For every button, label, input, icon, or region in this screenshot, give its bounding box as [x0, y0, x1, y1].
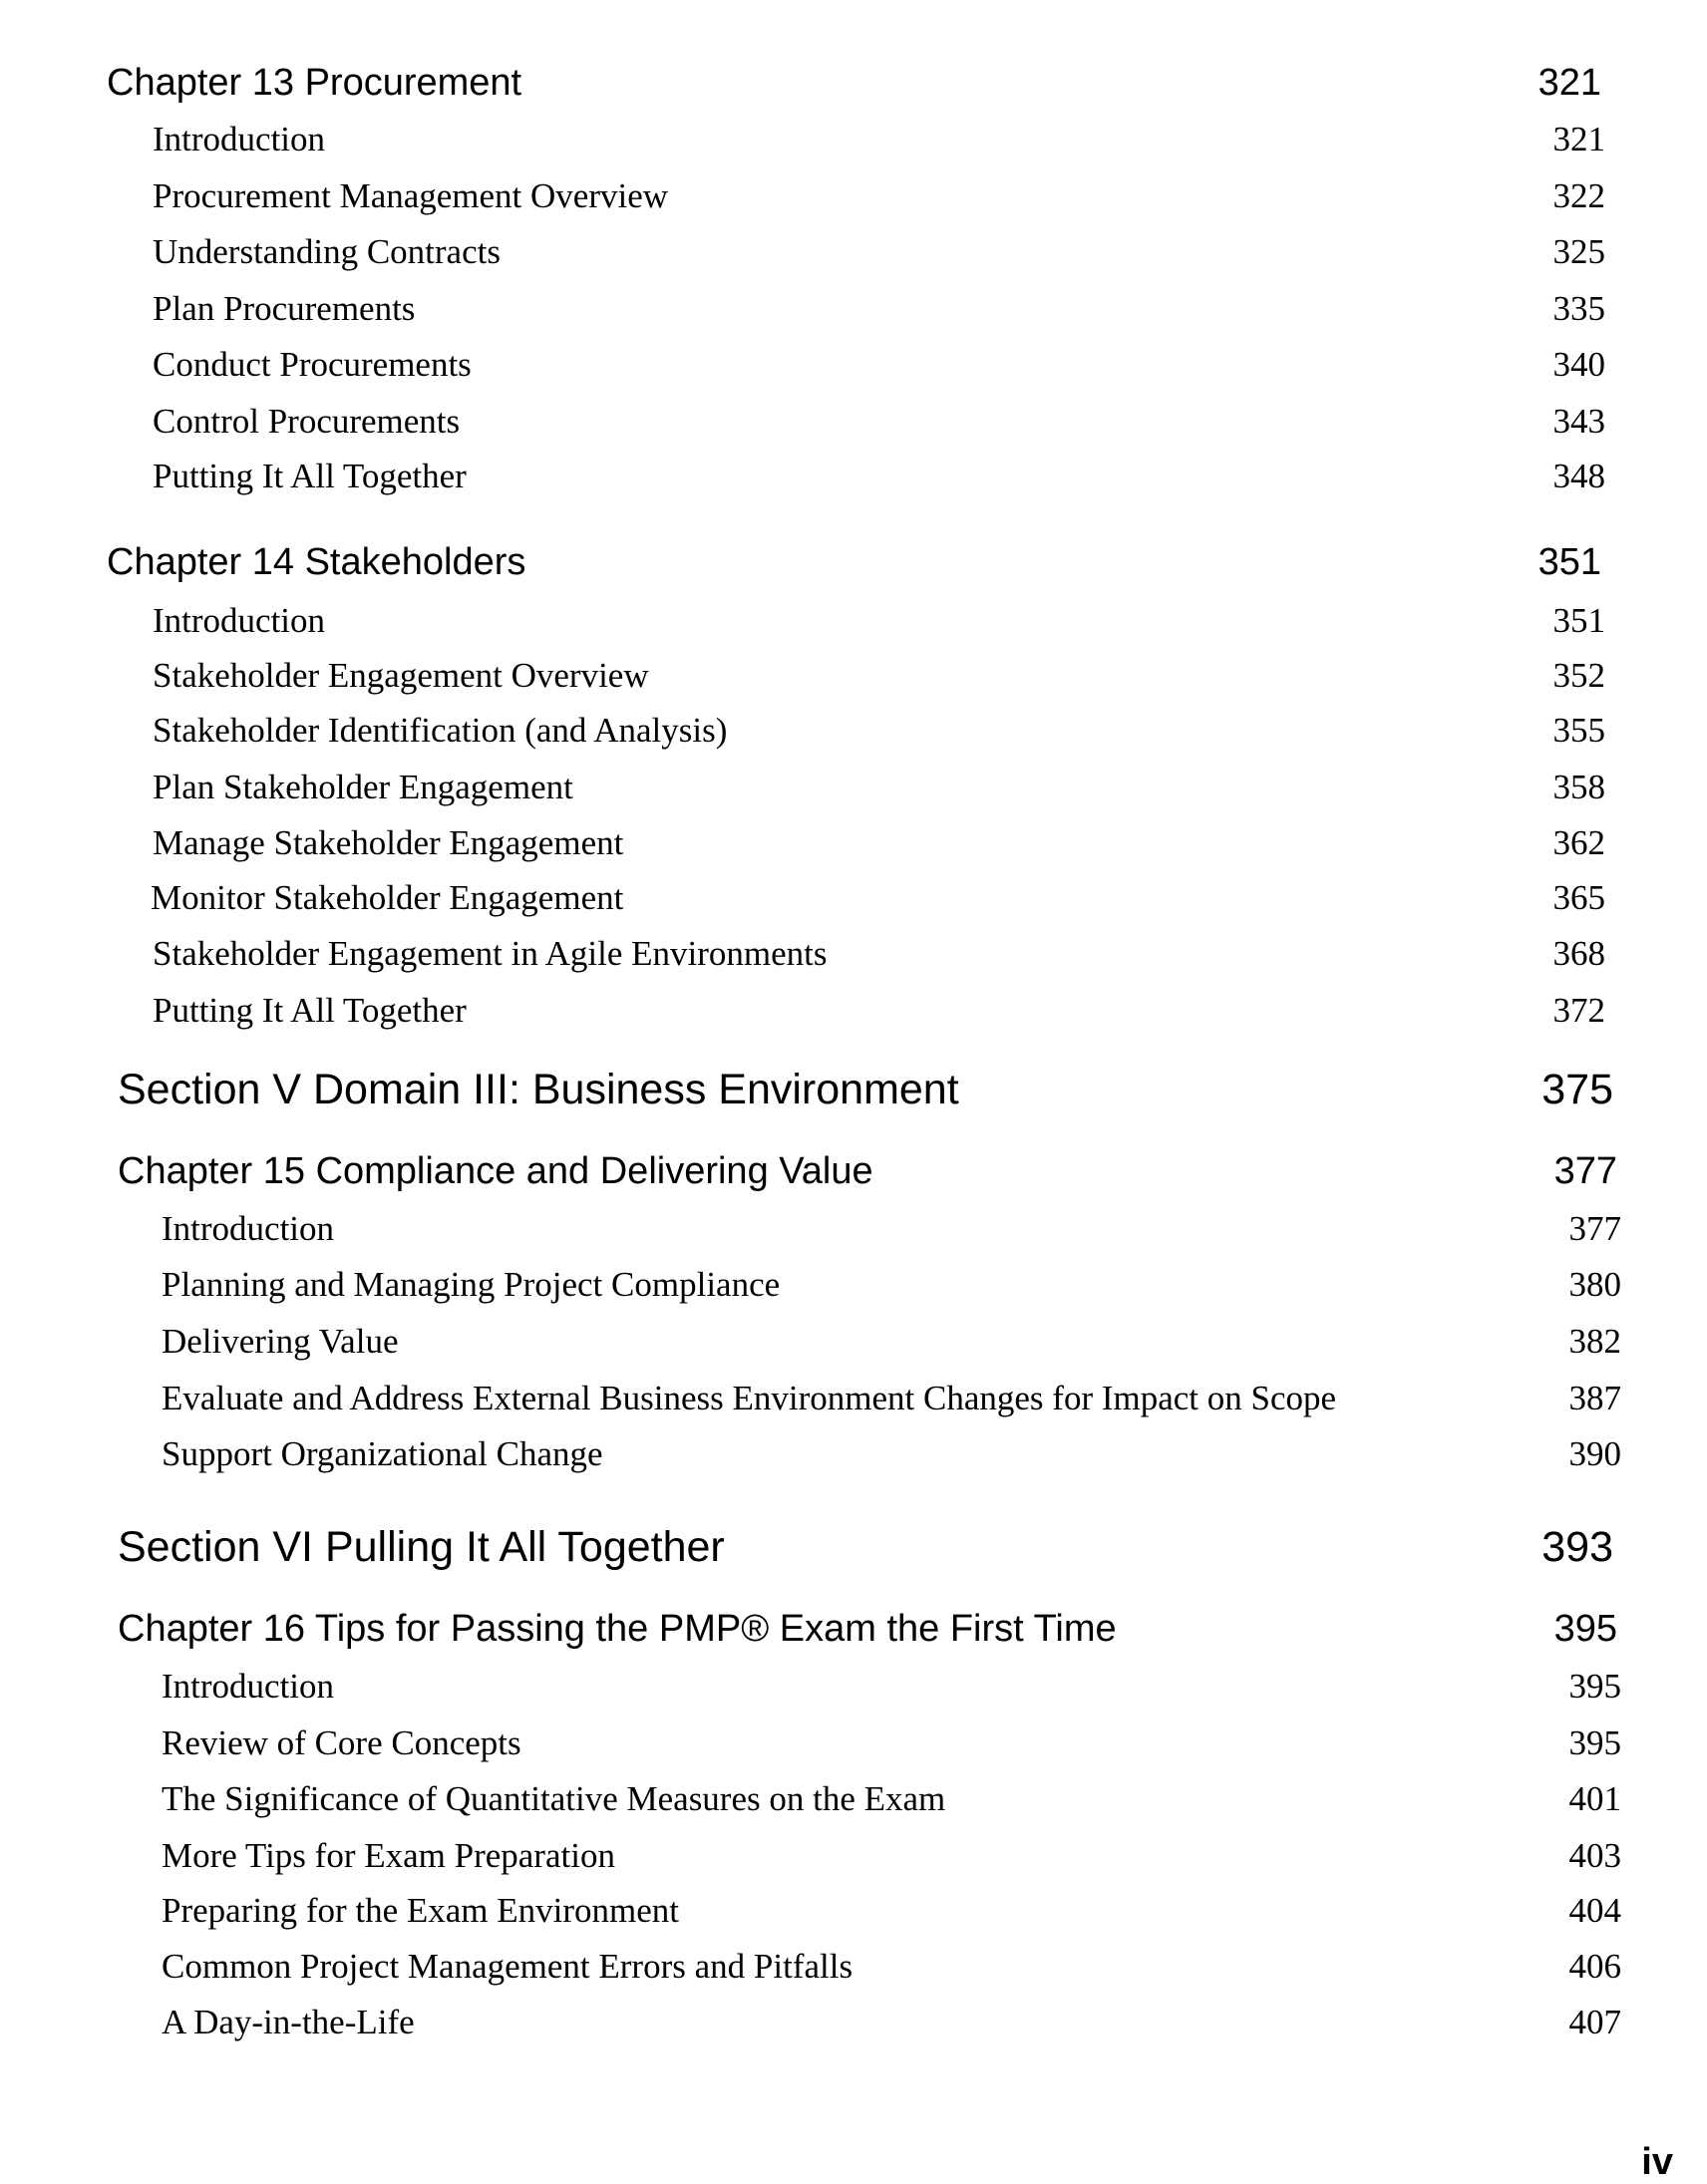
toc-page-number: 343: [1552, 402, 1605, 441]
toc-title: Preparing for the Exam Environment: [162, 1891, 680, 1930]
toc-page-number: 401: [1568, 1779, 1621, 1818]
toc-page-number: 377: [1553, 1150, 1617, 1192]
toc-page-number: 321: [1552, 120, 1605, 158]
toc-title: Stakeholder Identification (and Analysis): [153, 711, 728, 750]
toc-page-number: 355: [1552, 711, 1605, 750]
toc-title: Chapter 14 Stakeholders: [107, 541, 526, 583]
toc-title: Conduct Procurements: [153, 345, 472, 384]
toc-title: Common Project Management Errors and Pitfalls: [162, 1947, 854, 1986]
toc-page-number: 340: [1552, 345, 1605, 384]
toc-title: Support Organizational Change: [162, 1434, 603, 1473]
toc-title: Introduction: [153, 601, 326, 640]
toc-title: Review of Core Concepts: [162, 1723, 521, 1762]
toc-title: Control Procurements: [153, 402, 461, 441]
toc-title: The Significance of Quantitative Measures on the Exam: [162, 1779, 946, 1818]
toc-page-number: 387: [1568, 1379, 1621, 1417]
toc-page-number: 358: [1552, 768, 1605, 806]
toc-title: A Day-in-the-Life: [162, 2003, 415, 2041]
toc-title: Stakeholder Engagement in Agile Environments: [153, 934, 828, 973]
toc-page-number: 322: [1552, 176, 1605, 215]
toc-title: Manage Stakeholder Engagement: [153, 823, 624, 862]
toc-title: Introduction: [162, 1209, 335, 1248]
toc-page-number: 395: [1553, 1608, 1617, 1650]
toc-title: Delivering Value: [162, 1322, 399, 1361]
toc-title: Planning and Managing Project Compliance: [162, 1265, 781, 1304]
toc-page-number: 382: [1568, 1322, 1621, 1361]
toc-page-number: 395: [1568, 1723, 1621, 1762]
toc-title: Understanding Contracts: [153, 232, 501, 271]
toc-title: Putting It All Together: [153, 991, 467, 1030]
toc-page-number: 365: [1552, 878, 1605, 917]
toc-title: Chapter 13 Procurement: [107, 62, 522, 104]
toc-page-number: 375: [1541, 1066, 1613, 1113]
toc-title: Introduction: [162, 1667, 335, 1706]
toc-page-number: 393: [1541, 1523, 1613, 1571]
toc-title: Putting It All Together: [153, 457, 467, 495]
toc-title: Introduction: [153, 120, 326, 158]
toc-page-number: 368: [1552, 934, 1605, 973]
toc-page-number: 352: [1552, 656, 1605, 695]
toc-title: Plan Procurements: [153, 289, 416, 328]
toc-page-number: 404: [1568, 1891, 1621, 1930]
toc-page-number: 325: [1552, 232, 1605, 271]
toc-page-number: 406: [1568, 1947, 1621, 1986]
toc-page-number: 395: [1568, 1667, 1621, 1706]
toc-title: Chapter 16 Tips for Passing the PMP® Exam the First Time: [118, 1608, 1117, 1650]
toc-title: Plan Stakeholder Engagement: [153, 768, 573, 806]
toc-page-number: 372: [1552, 991, 1605, 1030]
toc-title: Section V Domain III: Business Environment: [118, 1066, 959, 1113]
toc-page-number: 407: [1568, 2003, 1621, 2041]
toc-page-number: 377: [1568, 1209, 1621, 1248]
toc-page-number: 390: [1568, 1434, 1621, 1473]
toc-page-number: 403: [1568, 1836, 1621, 1875]
toc-title: Procurement Management Overview: [153, 176, 669, 215]
toc-page-number: 348: [1552, 457, 1605, 495]
toc-title: Section VI Pulling It All Together: [118, 1523, 725, 1571]
toc-page-number: 362: [1552, 823, 1605, 862]
toc-page-number: 321: [1537, 62, 1601, 104]
toc-title: Monitor Stakeholder Engagement: [151, 878, 624, 917]
page-number: iv: [1641, 2141, 1673, 2183]
toc-title: Stakeholder Engagement Overview: [153, 656, 649, 695]
toc-title: Chapter 15 Compliance and Delivering Value: [118, 1150, 873, 1192]
toc-page-number: 380: [1568, 1265, 1621, 1304]
toc-page-number: 351: [1537, 541, 1601, 583]
toc-title: Evaluate and Address External Business Environment Changes for Impact on Scope: [162, 1379, 1337, 1417]
toc-page-number: 351: [1552, 601, 1605, 640]
toc-title: More Tips for Exam Preparation: [162, 1836, 615, 1875]
toc-page-number: 335: [1552, 289, 1605, 328]
